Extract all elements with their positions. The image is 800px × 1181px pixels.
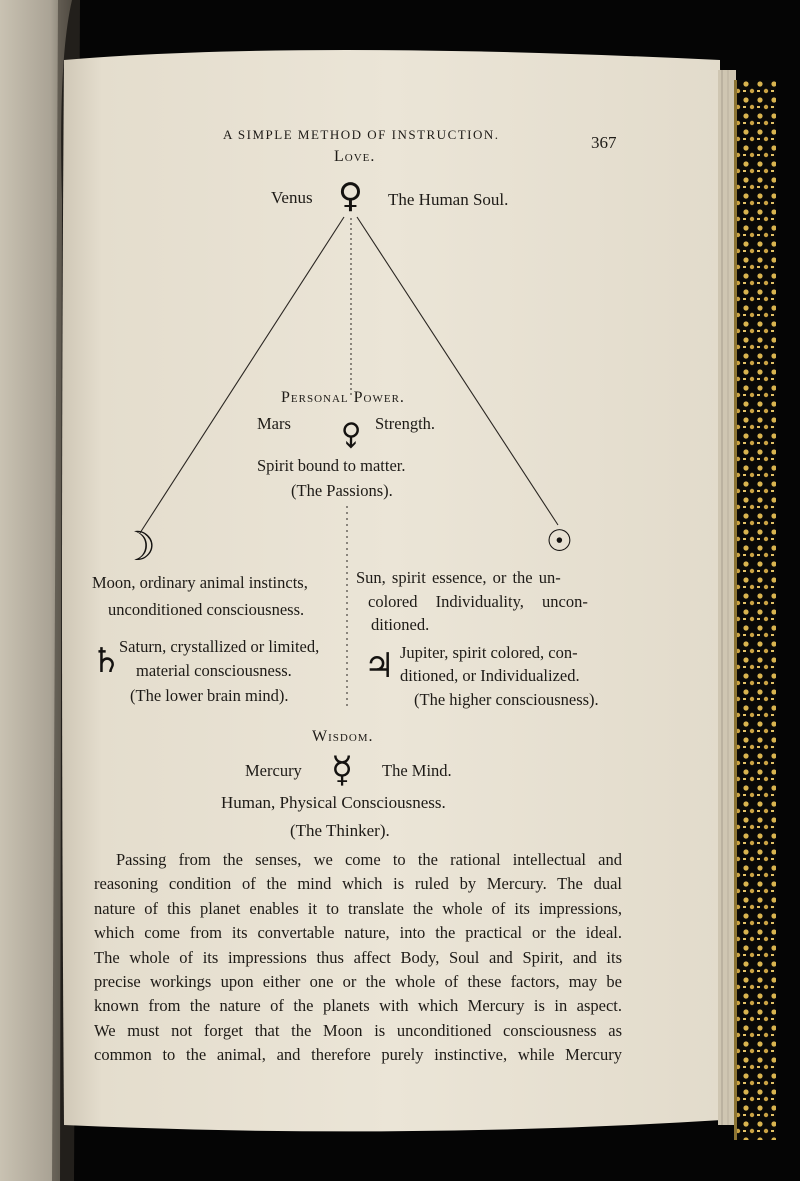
body-line: common to the animal, and therefore purely instinctive, while Mercury [94,1045,622,1065]
saturn-symbol-icon: ♄ [91,641,122,681]
body-line: The whole of its impressions thus affect Body, Soul and Spirit, and its [94,947,622,967]
sun-line-1: Sun, spirit essence, or the un- [356,568,561,587]
saturn-line-2: material consciousness. [136,661,292,680]
moon-symbol-icon: ☽ [120,524,156,570]
sun-line-3: ditioned. [371,615,430,634]
jupiter-line-1: Jupiter, spirit colored, con- [400,643,578,662]
body-line: We must not forget that the Moon is unconditioned consciousness as [94,1020,622,1040]
wisdom-heading: Wisdom. [312,728,374,745]
strength-label: Strength. [375,414,436,433]
sun-line-2: colored Individuality, uncon- [368,592,588,611]
spirit-bound-line: Spirit bound to matter. [257,456,406,475]
page-number: 367 [591,133,617,152]
jupiter-line-2: ditioned, or Individualized. [400,666,580,685]
body-paragraph [94,848,622,1068]
running-header: A SIMPLE METHOD OF INSTRUCTION. [223,127,500,142]
mercury-symbol-icon: ☿ [331,750,354,791]
page-edges [718,70,736,1125]
human-physical-line: Human, Physical Consciousness. [221,793,446,812]
saturn-line-1: Saturn, crystallized or limited, [119,637,320,656]
body-line: which come from its convertable nature, into the practical or the ideal. [94,923,622,943]
body-line: Passing from the senses, we come to the rational intellectual and [116,850,622,869]
the-mind-label: The Mind. [382,761,452,780]
moon-line-2: unconditioned consciousness. [108,600,305,619]
mercury-label: Mercury [245,761,302,780]
body-line: precise workings upon either one or the whole of these factors, may be [94,971,622,991]
jupiter-symbol-icon: ♃ [364,646,395,686]
body-line: known from the nature of the planets with which Mercury is in aspect. [94,996,622,1016]
thinker-line: (The Thinker). [290,821,390,840]
venus-label: Venus [271,188,313,207]
mars-label: Mars [257,414,291,433]
sun-symbol-icon: ☉ [546,524,573,559]
moon-line-1: Moon, ordinary animal instincts, [92,573,308,592]
passions-line: (The Passions). [291,481,393,500]
body-line: nature of this planet enables it to translate the whole of its impressions, [94,898,622,918]
mars-symbol-icon: ♂ [330,412,372,454]
jupiter-line-3: (The higher consciousness). [414,690,599,709]
love-heading: Love. [334,148,376,165]
venus-symbol-icon: ♀ [338,176,363,216]
human-soul-label: The Human Soul. [388,190,509,209]
saturn-line-3: (The lower brain mind). [130,686,289,705]
body-line: reasoning condition of the mind which is ruled by Mercury. The dual [94,874,622,894]
personal-power-heading: Personal Power. [281,389,405,406]
gilt-cover-edge [736,80,776,1140]
